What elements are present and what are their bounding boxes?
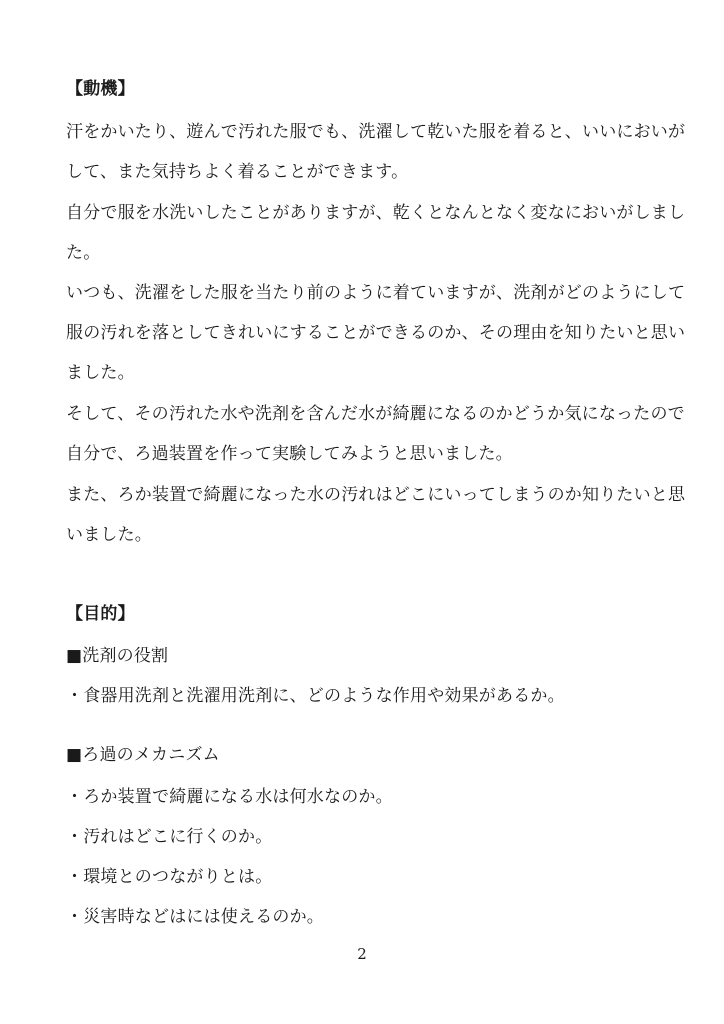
motivation-line: 汗をかいたり、遊んで汚れた服でも、洗濯して乾いた服を着ると、いいにおいが [66,122,686,142]
motivation-line: また、ろか装置で綺麗になった水の汚れはどこにいってしまうのか知りたいと思 [66,485,686,505]
list-item: ・環境とのつながりとは。 [66,867,273,887]
motivation-line: そして、その汚れた水や洗剤を含んだ水が綺麗になるのかどうか気になったので [66,404,685,424]
motivation-line: いつも、洗濯をした服を当たり前のように着ていますが、洗剤がどのようにして [66,283,686,303]
purpose-heading: 【目的】 [66,604,135,624]
section-title-detergent-role: ■洗剤の役割 [66,646,169,666]
motivation-heading: 【動機】 [66,79,135,99]
motivation-line: して、また気持ちよく着ることができます。 [66,162,409,182]
list-item: ・災害時などはには使えるのか。 [66,907,324,927]
motivation-line: いました。 [66,525,152,545]
list-item: ・ろか装置で綺麗になる水は何水なのか。 [66,787,393,807]
motivation-line: 服の汚れを落としてきれいにすることができるのか、その理由を知りたいと思い [66,323,686,343]
motivation-line: 自分で服を水洗いしたことがありますが、乾くとなんとなく変なにおいがしまし [66,203,686,223]
motivation-line: ました。 [66,363,135,383]
page-number: 2 [357,945,367,963]
motivation-line: た。 [66,243,101,263]
section-title-filtration-mechanism: ■ろ過のメカニズム [66,745,220,765]
motivation-line: 自分で、ろ過装置を作って実験してみようと思いました。 [66,444,513,464]
list-item: ・食器用洗剤と洗濯用洗剤に、どのような作用や効果があるか。 [66,686,565,706]
list-item: ・汚れはどこに行くのか。 [66,827,273,847]
